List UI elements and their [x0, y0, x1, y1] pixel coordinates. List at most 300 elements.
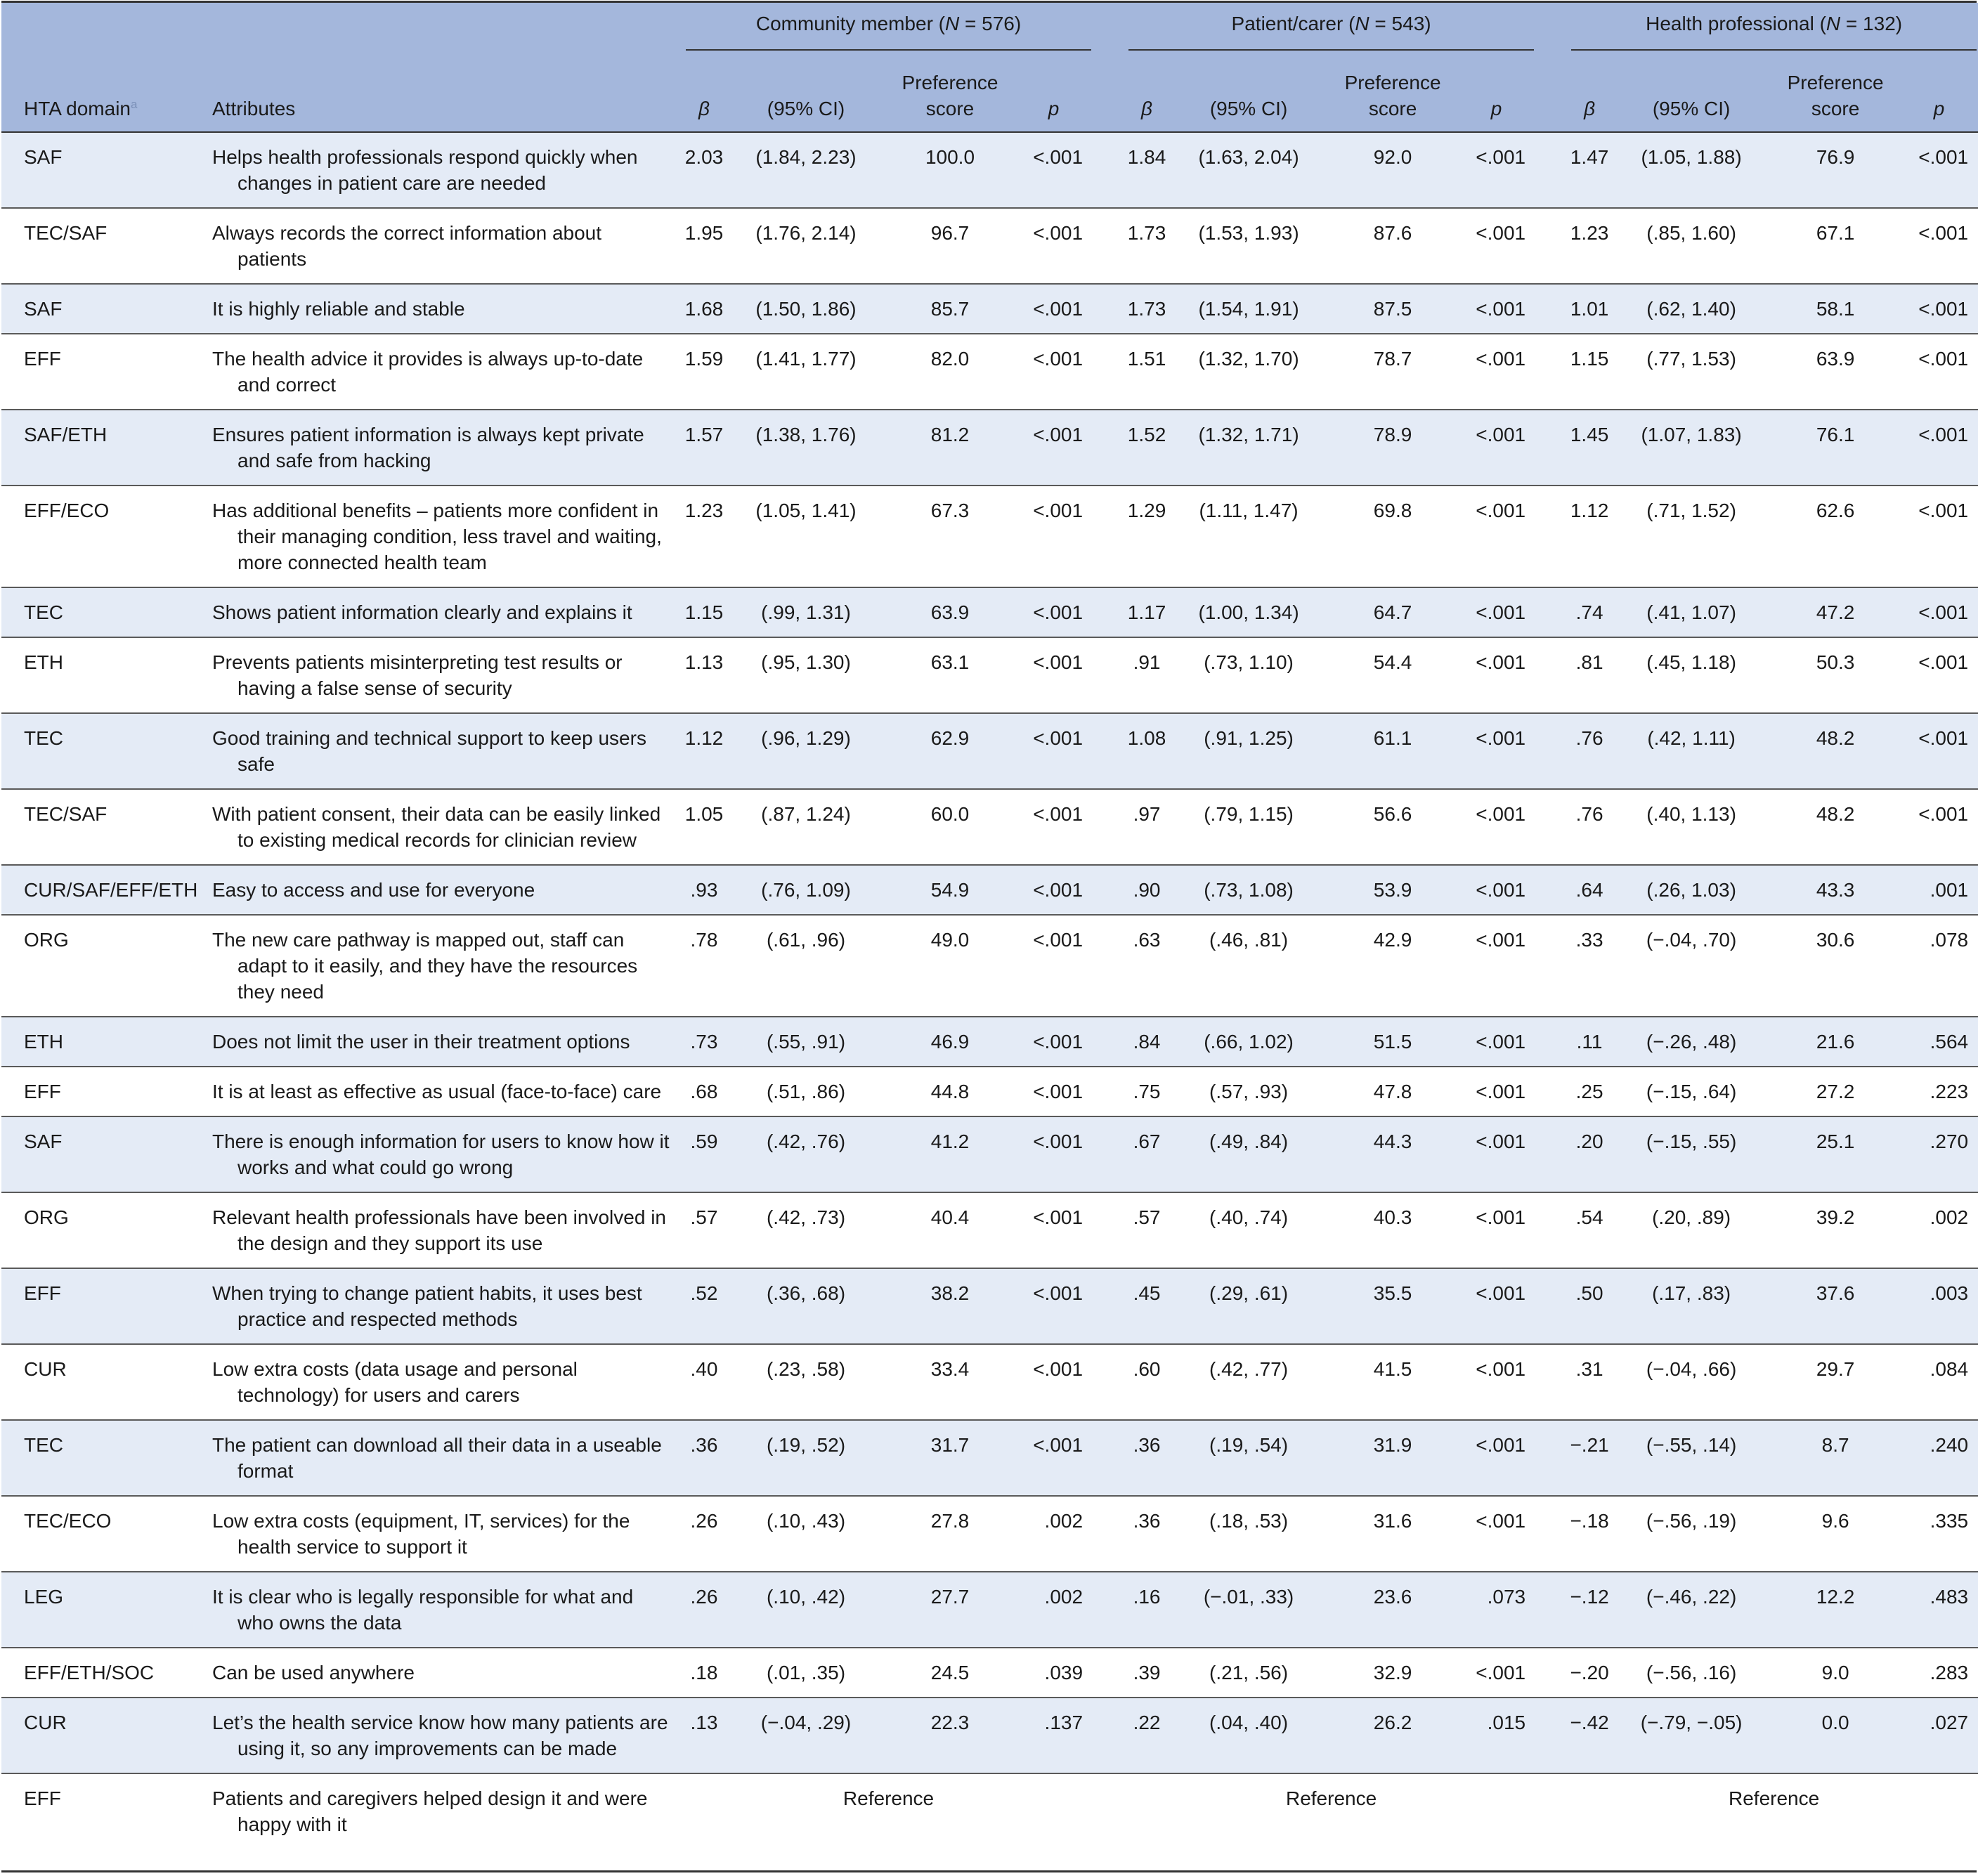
preference-score-cell: 51.5	[1329, 1017, 1456, 1067]
beta-cell: .97	[1126, 789, 1168, 865]
attribute-text: Ensures patient information is always kept private and safe from hacking	[212, 424, 644, 471]
p-value-cell: <.001	[1013, 284, 1094, 334]
beta-cell: .81	[1568, 637, 1611, 713]
beta-cell: .26	[683, 1572, 725, 1648]
p-value-cell: <.001	[1899, 637, 1978, 713]
ci-cell: (.62, 1.40)	[1611, 284, 1772, 334]
preference-score-cell: 0.0	[1772, 1698, 1899, 1773]
beta-cell: .20	[1568, 1116, 1611, 1192]
preference-score-cell: 25.1	[1772, 1116, 1899, 1192]
beta-cell: .18	[683, 1648, 725, 1698]
beta-cell: 1.73	[1126, 284, 1168, 334]
beta-cell: .75	[1126, 1067, 1168, 1116]
p-value-cell: <.001	[1456, 1648, 1537, 1698]
ci-cell: (.77, 1.53)	[1611, 334, 1772, 410]
preference-score-cell: 69.8	[1329, 486, 1456, 587]
p-value-cell: <.001	[1456, 132, 1537, 208]
p-value-cell: <.001	[1456, 1268, 1537, 1344]
preference-label-line1: Preference	[1787, 72, 1884, 93]
preference-score-cell: 22.3	[887, 1698, 1013, 1773]
ci-cell: (1.00, 1.34)	[1168, 587, 1329, 637]
ci-cell: (.26, 1.03)	[1611, 865, 1772, 915]
attribute-cell	[198, 1067, 683, 1116]
p-value-cell: <.001	[1456, 1017, 1537, 1067]
attribute-cell	[198, 208, 683, 284]
ci-cell: (−.55, .14)	[1611, 1420, 1772, 1496]
attribute-cell	[198, 1268, 683, 1344]
p-value-cell: .001	[1899, 865, 1978, 915]
preference-score-cell: 9.0	[1772, 1648, 1899, 1698]
beta-cell: .64	[1568, 865, 1611, 915]
p-value-cell: <.001	[1013, 132, 1094, 208]
preference-table	[1, 3, 1978, 1849]
hta-domain-cell: EFF/ECO	[1, 486, 198, 587]
hta-domain-cell: CUR	[1, 1698, 198, 1773]
table-row	[1, 1496, 1978, 1572]
hta-domain-cell: EFF	[1, 1067, 198, 1116]
column-header-beta-patient-carer: β	[1126, 53, 1168, 132]
attribute-text: Easy to access and use for everyone	[212, 879, 535, 901]
preference-score-cell: 78.7	[1329, 334, 1456, 410]
table-row	[1, 865, 1978, 915]
hta-domain-cell: EFF/ETH/SOC	[1, 1648, 198, 1698]
preference-score-cell: 81.2	[887, 410, 1013, 486]
preference-score-cell: 63.9	[887, 587, 1013, 637]
preference-score-cell: 47.8	[1329, 1067, 1456, 1116]
table-row	[1, 587, 1978, 637]
p-value-cell: <.001	[1456, 1496, 1537, 1572]
ci-cell: (.55, .91)	[725, 1017, 887, 1067]
preference-score-cell: 42.9	[1329, 915, 1456, 1017]
p-value-cell: .002	[1899, 1192, 1978, 1268]
p-value-cell: <.001	[1456, 208, 1537, 284]
p-value-cell: <.001	[1013, 1116, 1094, 1192]
beta-cell: 1.59	[683, 334, 725, 410]
p-value-cell: <.001	[1013, 1017, 1094, 1067]
preference-label-line2: score	[1368, 98, 1417, 119]
column-header-preference-score-patient-carer	[1329, 53, 1456, 132]
group-header-health-professional: Health professional (N = 132)	[1568, 3, 1978, 53]
preference-label-line2: score	[925, 98, 975, 119]
ci-cell: (.45, 1.18)	[1611, 637, 1772, 713]
attribute-cell	[198, 1773, 683, 1849]
table-row	[1, 1344, 1978, 1420]
p-value-cell: <.001	[1899, 334, 1978, 410]
preference-score-cell: 53.9	[1329, 865, 1456, 915]
table-row	[1, 334, 1978, 410]
p-value-cell: .240	[1899, 1420, 1978, 1496]
beta-cell: .16	[1126, 1572, 1168, 1648]
preference-score-cell: 87.5	[1329, 284, 1456, 334]
ci-cell: (.71, 1.52)	[1611, 486, 1772, 587]
attribute-cell	[198, 1116, 683, 1192]
preference-score-cell: 54.9	[887, 865, 1013, 915]
ci-cell: (.73, 1.10)	[1168, 637, 1329, 713]
p-value-cell: .137	[1013, 1698, 1094, 1773]
ci-cell: (.99, 1.31)	[725, 587, 887, 637]
beta-cell: .57	[1126, 1192, 1168, 1268]
beta-cell: .78	[683, 915, 725, 1017]
p-value-cell: <.001	[1013, 789, 1094, 865]
preference-score-cell: 54.4	[1329, 637, 1456, 713]
preference-score-cell: 48.2	[1772, 789, 1899, 865]
hta-domain-cell: SAF	[1, 1116, 198, 1192]
ci-cell: (1.76, 2.14)	[725, 208, 887, 284]
beta-cell: .63	[1126, 915, 1168, 1017]
ci-cell: (1.05, 1.88)	[1611, 132, 1772, 208]
beta-cell: .54	[1568, 1192, 1611, 1268]
p-value-cell: .283	[1899, 1648, 1978, 1698]
ci-cell: (.29, .61)	[1168, 1268, 1329, 1344]
table-body	[1, 132, 1978, 1849]
preference-score-cell: 29.7	[1772, 1344, 1899, 1420]
beta-cell: .50	[1568, 1268, 1611, 1344]
ci-cell: (.61, .96)	[725, 915, 887, 1017]
table-row	[1, 486, 1978, 587]
ci-cell: (.18, .53)	[1168, 1496, 1329, 1572]
p-value-cell: .564	[1899, 1017, 1978, 1067]
ci-cell: (.21, .56)	[1168, 1648, 1329, 1698]
ci-cell: (.66, 1.02)	[1168, 1017, 1329, 1067]
preference-score-cell: 67.3	[887, 486, 1013, 587]
preference-score-cell: 9.6	[1772, 1496, 1899, 1572]
preference-score-cell: 31.6	[1329, 1496, 1456, 1572]
beta-cell: 1.68	[683, 284, 725, 334]
ci-cell: (−.15, .64)	[1611, 1067, 1772, 1116]
ci-cell: (.42, .77)	[1168, 1344, 1329, 1420]
p-value-cell: <.001	[1456, 486, 1537, 587]
column-header-ci-health-professional: (95% CI)	[1611, 53, 1772, 132]
column-header-p-community: p	[1013, 53, 1094, 132]
preference-score-cell: 40.3	[1329, 1192, 1456, 1268]
attribute-text: Does not limit the user in their treatment options	[212, 1031, 630, 1053]
ci-cell: (.42, .73)	[725, 1192, 887, 1268]
preference-label-line1: Preference	[1344, 72, 1441, 93]
attribute-cell	[198, 132, 683, 208]
attribute-cell	[198, 1344, 683, 1420]
preference-score-cell: 35.5	[1329, 1268, 1456, 1344]
reference-label: Reference	[1126, 1773, 1537, 1849]
p-value-cell: <.001	[1013, 915, 1094, 1017]
attribute-text: The patient can download all their data in a useable format	[212, 1434, 662, 1482]
attribute-text: The health advice it provides is always up-to-date and correct	[212, 348, 644, 396]
beta-cell: .91	[1126, 637, 1168, 713]
preference-score-cell: 21.6	[1772, 1017, 1899, 1067]
attribute-text: Patients and caregivers helped design it and were happy with it	[212, 1787, 648, 1835]
ci-cell: (−.79, −.05)	[1611, 1698, 1772, 1773]
p-value-cell: .002	[1013, 1496, 1094, 1572]
ci-cell: (1.53, 1.93)	[1168, 208, 1329, 284]
hta-domain-cell: TEC/ECO	[1, 1496, 198, 1572]
attribute-cell	[198, 334, 683, 410]
beta-cell: 1.08	[1126, 713, 1168, 789]
preference-score-cell: 41.5	[1329, 1344, 1456, 1420]
preference-score-cell: 76.9	[1772, 132, 1899, 208]
hta-domain-cell: TEC/SAF	[1, 789, 198, 865]
preference-score-cell: 23.6	[1329, 1572, 1456, 1648]
ci-cell: (.10, .43)	[725, 1496, 887, 1572]
attribute-text: With patient consent, their data can be easily linked to existing medical records for clinician review	[212, 803, 661, 851]
ci-cell: (−.04, .66)	[1611, 1344, 1772, 1420]
preference-label-line2: score	[1811, 98, 1860, 119]
beta-cell: 1.17	[1126, 587, 1168, 637]
column-header-ci-community: (95% CI)	[725, 53, 887, 132]
attribute-text: Let’s the health service know how many patients are using it, so any improvements can be made	[212, 1712, 668, 1759]
p-value-cell: <.001	[1899, 486, 1978, 587]
attribute-cell	[198, 1698, 683, 1773]
ci-cell: (.20, .89)	[1611, 1192, 1772, 1268]
ci-cell: (.85, 1.60)	[1611, 208, 1772, 284]
beta-cell: .36	[1126, 1420, 1168, 1496]
preference-score-cell: 85.7	[887, 284, 1013, 334]
beta-cell: .76	[1568, 789, 1611, 865]
beta-cell: .84	[1126, 1017, 1168, 1067]
preference-score-cell: 50.3	[1772, 637, 1899, 713]
attribute-cell	[198, 486, 683, 587]
ci-cell: (.79, 1.15)	[1168, 789, 1329, 865]
hta-domain-cell: EFF	[1, 334, 198, 410]
ci-cell: (.41, 1.07)	[1611, 587, 1772, 637]
hta-domain-cell: SAF	[1, 284, 198, 334]
beta-cell: 1.12	[683, 713, 725, 789]
table-row	[1, 1017, 1978, 1067]
table-row	[1, 1192, 1978, 1268]
beta-cell: −.42	[1568, 1698, 1611, 1773]
beta-cell: .40	[683, 1344, 725, 1420]
ci-cell: (1.54, 1.91)	[1168, 284, 1329, 334]
attribute-cell	[198, 1017, 683, 1067]
ci-cell: (.73, 1.08)	[1168, 865, 1329, 915]
p-value-cell: <.001	[1456, 713, 1537, 789]
attribute-cell	[198, 915, 683, 1017]
p-value-cell: .483	[1899, 1572, 1978, 1648]
p-value-cell: <.001	[1013, 208, 1094, 284]
attribute-text: Helps health professionals respond quickly when changes in patient care are needed	[212, 146, 638, 194]
preference-score-cell: 78.9	[1329, 410, 1456, 486]
beta-cell: .90	[1126, 865, 1168, 915]
attribute-text: The new care pathway is mapped out, staff can adapt to it easily, and they have the resources they need	[212, 929, 638, 1003]
attribute-text: It is at least as effective as usual (face-to-face) care	[212, 1081, 662, 1102]
preference-score-cell: 64.7	[1329, 587, 1456, 637]
hta-domain-cell: TEC	[1, 713, 198, 789]
ci-cell: (.49, .84)	[1168, 1116, 1329, 1192]
p-value-cell: <.001	[1899, 587, 1978, 637]
beta-cell: 1.52	[1126, 410, 1168, 486]
preference-score-cell: 60.0	[887, 789, 1013, 865]
p-value-cell: <.001	[1456, 637, 1537, 713]
attribute-cell	[198, 1420, 683, 1496]
hta-domain-cell: LEG	[1, 1572, 198, 1648]
attribute-text: Shows patient information clearly and explains it	[212, 601, 632, 623]
beta-cell: 1.45	[1568, 410, 1611, 486]
attribute-text: Prevents patients misinterpreting test results or having a false sense of security	[212, 651, 623, 699]
beta-cell: .36	[683, 1420, 725, 1496]
beta-cell: 1.15	[1568, 334, 1611, 410]
beta-cell: .39	[1126, 1648, 1168, 1698]
beta-cell: .59	[683, 1116, 725, 1192]
p-value-cell: <.001	[1899, 410, 1978, 486]
ci-cell: (.19, .54)	[1168, 1420, 1329, 1496]
p-value-cell: <.001	[1456, 1344, 1537, 1420]
ci-cell: (.23, .58)	[725, 1344, 887, 1420]
preference-score-cell: 48.2	[1772, 713, 1899, 789]
ci-cell: (.40, .74)	[1168, 1192, 1329, 1268]
ci-cell: (1.11, 1.47)	[1168, 486, 1329, 587]
hta-domain-cell: SAF/ETH	[1, 410, 198, 486]
hta-domain-cell: ETH	[1, 1017, 198, 1067]
hta-domain-cell: CUR/SAF/EFF/ETH	[1, 865, 198, 915]
ci-cell: (.95, 1.30)	[725, 637, 887, 713]
preference-score-cell: 26.2	[1329, 1698, 1456, 1773]
preference-score-cell: 62.6	[1772, 486, 1899, 587]
p-value-cell: <.001	[1456, 587, 1537, 637]
preference-score-cell: 33.4	[887, 1344, 1013, 1420]
ci-cell: (1.41, 1.77)	[725, 334, 887, 410]
preference-score-cell: 44.8	[887, 1067, 1013, 1116]
p-value-cell: <.001	[1013, 334, 1094, 410]
beta-cell: .36	[1126, 1496, 1168, 1572]
group-header-community: Community member (N = 576)	[683, 3, 1094, 53]
beta-cell: 1.29	[1126, 486, 1168, 587]
table-header	[1, 3, 1978, 132]
ci-cell: (1.07, 1.83)	[1611, 410, 1772, 486]
preference-score-cell: 67.1	[1772, 208, 1899, 284]
hta-domain-cell: TEC/SAF	[1, 208, 198, 284]
beta-cell: 1.13	[683, 637, 725, 713]
p-value-cell: .002	[1013, 1572, 1094, 1648]
column-header-p-health-professional: p	[1899, 53, 1978, 132]
preference-score-cell: 63.1	[887, 637, 1013, 713]
ci-cell: (.51, .86)	[725, 1067, 887, 1116]
preference-score-cell: 37.6	[1772, 1268, 1899, 1344]
p-value-cell: <.001	[1456, 1192, 1537, 1268]
preference-score-cell: 96.7	[887, 208, 1013, 284]
hta-domain-cell: TEC	[1, 587, 198, 637]
p-value-cell: .039	[1013, 1648, 1094, 1698]
ci-cell: (.01, .35)	[725, 1648, 887, 1698]
p-value-cell: .027	[1899, 1698, 1978, 1773]
table-row	[1, 1648, 1978, 1698]
preference-score-cell: 61.1	[1329, 713, 1456, 789]
attribute-text: Can be used anywhere	[212, 1662, 415, 1683]
attribute-cell	[198, 284, 683, 334]
preference-score-cell: 38.2	[887, 1268, 1013, 1344]
ci-cell: (.57, .93)	[1168, 1067, 1329, 1116]
attribute-text: Low extra costs (equipment, IT, services) for the health service to support it	[212, 1510, 630, 1558]
attribute-cell	[198, 1648, 683, 1698]
attribute-text: It is highly reliable and stable	[212, 298, 465, 320]
ci-cell: (.42, .76)	[725, 1116, 887, 1192]
attribute-text: Relevant health professionals have been involved in the design and they support its use	[212, 1206, 666, 1254]
preference-score-cell: 8.7	[1772, 1420, 1899, 1496]
beta-cell: .76	[1568, 713, 1611, 789]
p-value-cell: <.001	[1899, 789, 1978, 865]
beta-cell: 2.03	[683, 132, 725, 208]
ci-cell: (−.04, .70)	[1611, 915, 1772, 1017]
attribute-cell	[198, 637, 683, 713]
table-row	[1, 1572, 1978, 1648]
preference-score-cell: 41.2	[887, 1116, 1013, 1192]
table-row	[1, 1420, 1978, 1496]
beta-cell: .67	[1126, 1116, 1168, 1192]
p-value-cell: .073	[1456, 1572, 1537, 1648]
column-header-beta-health-professional: β	[1568, 53, 1611, 132]
ci-cell: (.42, 1.11)	[1611, 713, 1772, 789]
beta-cell: 1.23	[683, 486, 725, 587]
p-value-cell: <.001	[1456, 410, 1537, 486]
beta-cell: .68	[683, 1067, 725, 1116]
p-value-cell: <.001	[1456, 865, 1537, 915]
table-row	[1, 713, 1978, 789]
preference-score-cell: 82.0	[887, 334, 1013, 410]
p-value-cell: <.001	[1456, 1067, 1537, 1116]
hta-domain-cell: ORG	[1, 915, 198, 1017]
beta-cell: 1.01	[1568, 284, 1611, 334]
attribute-cell	[198, 410, 683, 486]
preference-score-cell: 27.8	[887, 1496, 1013, 1572]
preference-score-cell: 30.6	[1772, 915, 1899, 1017]
preference-score-cell: 63.9	[1772, 334, 1899, 410]
p-value-cell: <.001	[1456, 915, 1537, 1017]
reference-label: Reference	[683, 1773, 1094, 1849]
p-value-cell: <.001	[1013, 1067, 1094, 1116]
beta-cell: 1.05	[683, 789, 725, 865]
table-row	[1, 1116, 1978, 1192]
p-value-cell: <.001	[1456, 284, 1537, 334]
p-value-cell: <.001	[1456, 1116, 1537, 1192]
preference-score-cell: 27.2	[1772, 1067, 1899, 1116]
beta-cell: −.18	[1568, 1496, 1611, 1572]
beta-cell: .45	[1126, 1268, 1168, 1344]
ci-cell: (.04, .40)	[1168, 1698, 1329, 1773]
preference-score-cell: 43.3	[1772, 865, 1899, 915]
column-header-attributes: Attributes	[198, 53, 683, 132]
p-value-cell: <.001	[1013, 410, 1094, 486]
attribute-text: Has additional benefits – patients more confident in their managing condition, less travel and waiting, more connected health team	[212, 500, 662, 573]
table-row	[1, 1067, 1978, 1116]
beta-cell: .31	[1568, 1344, 1611, 1420]
beta-cell: 1.23	[1568, 208, 1611, 284]
p-value-cell: .078	[1899, 915, 1978, 1017]
beta-cell: 1.15	[683, 587, 725, 637]
p-value-cell: <.001	[1013, 486, 1094, 587]
preference-score-cell: 92.0	[1329, 132, 1456, 208]
hta-domain-cell: SAF	[1, 132, 198, 208]
p-value-cell: .015	[1456, 1698, 1537, 1773]
group-header-patient-carer: Patient/carer (N = 543)	[1126, 3, 1537, 53]
beta-cell: .74	[1568, 587, 1611, 637]
attribute-text: There is enough information for users to know how it works and what could go wrong	[212, 1131, 670, 1178]
attribute-text: It is clear who is legally responsible for what and who owns the data	[212, 1586, 634, 1634]
ci-cell: (−.56, .16)	[1611, 1648, 1772, 1698]
p-value-cell: <.001	[1013, 1192, 1094, 1268]
p-value-cell: <.001	[1013, 865, 1094, 915]
preference-score-cell: 62.9	[887, 713, 1013, 789]
ci-cell: (.19, .52)	[725, 1420, 887, 1496]
p-value-cell: <.001	[1456, 1420, 1537, 1496]
hta-domain-cell: ETH	[1, 637, 198, 713]
preference-score-cell: 27.7	[887, 1572, 1013, 1648]
p-value-cell: .003	[1899, 1268, 1978, 1344]
beta-cell: −.12	[1568, 1572, 1611, 1648]
preference-score-cell: 39.2	[1772, 1192, 1899, 1268]
preference-score-cell: 24.5	[887, 1648, 1013, 1698]
beta-cell: −.21	[1568, 1420, 1611, 1496]
ci-cell: (1.63, 2.04)	[1168, 132, 1329, 208]
ci-cell: (.87, 1.24)	[725, 789, 887, 865]
beta-cell: .93	[683, 865, 725, 915]
attribute-text: Always records the correct information about patients	[212, 222, 602, 270]
